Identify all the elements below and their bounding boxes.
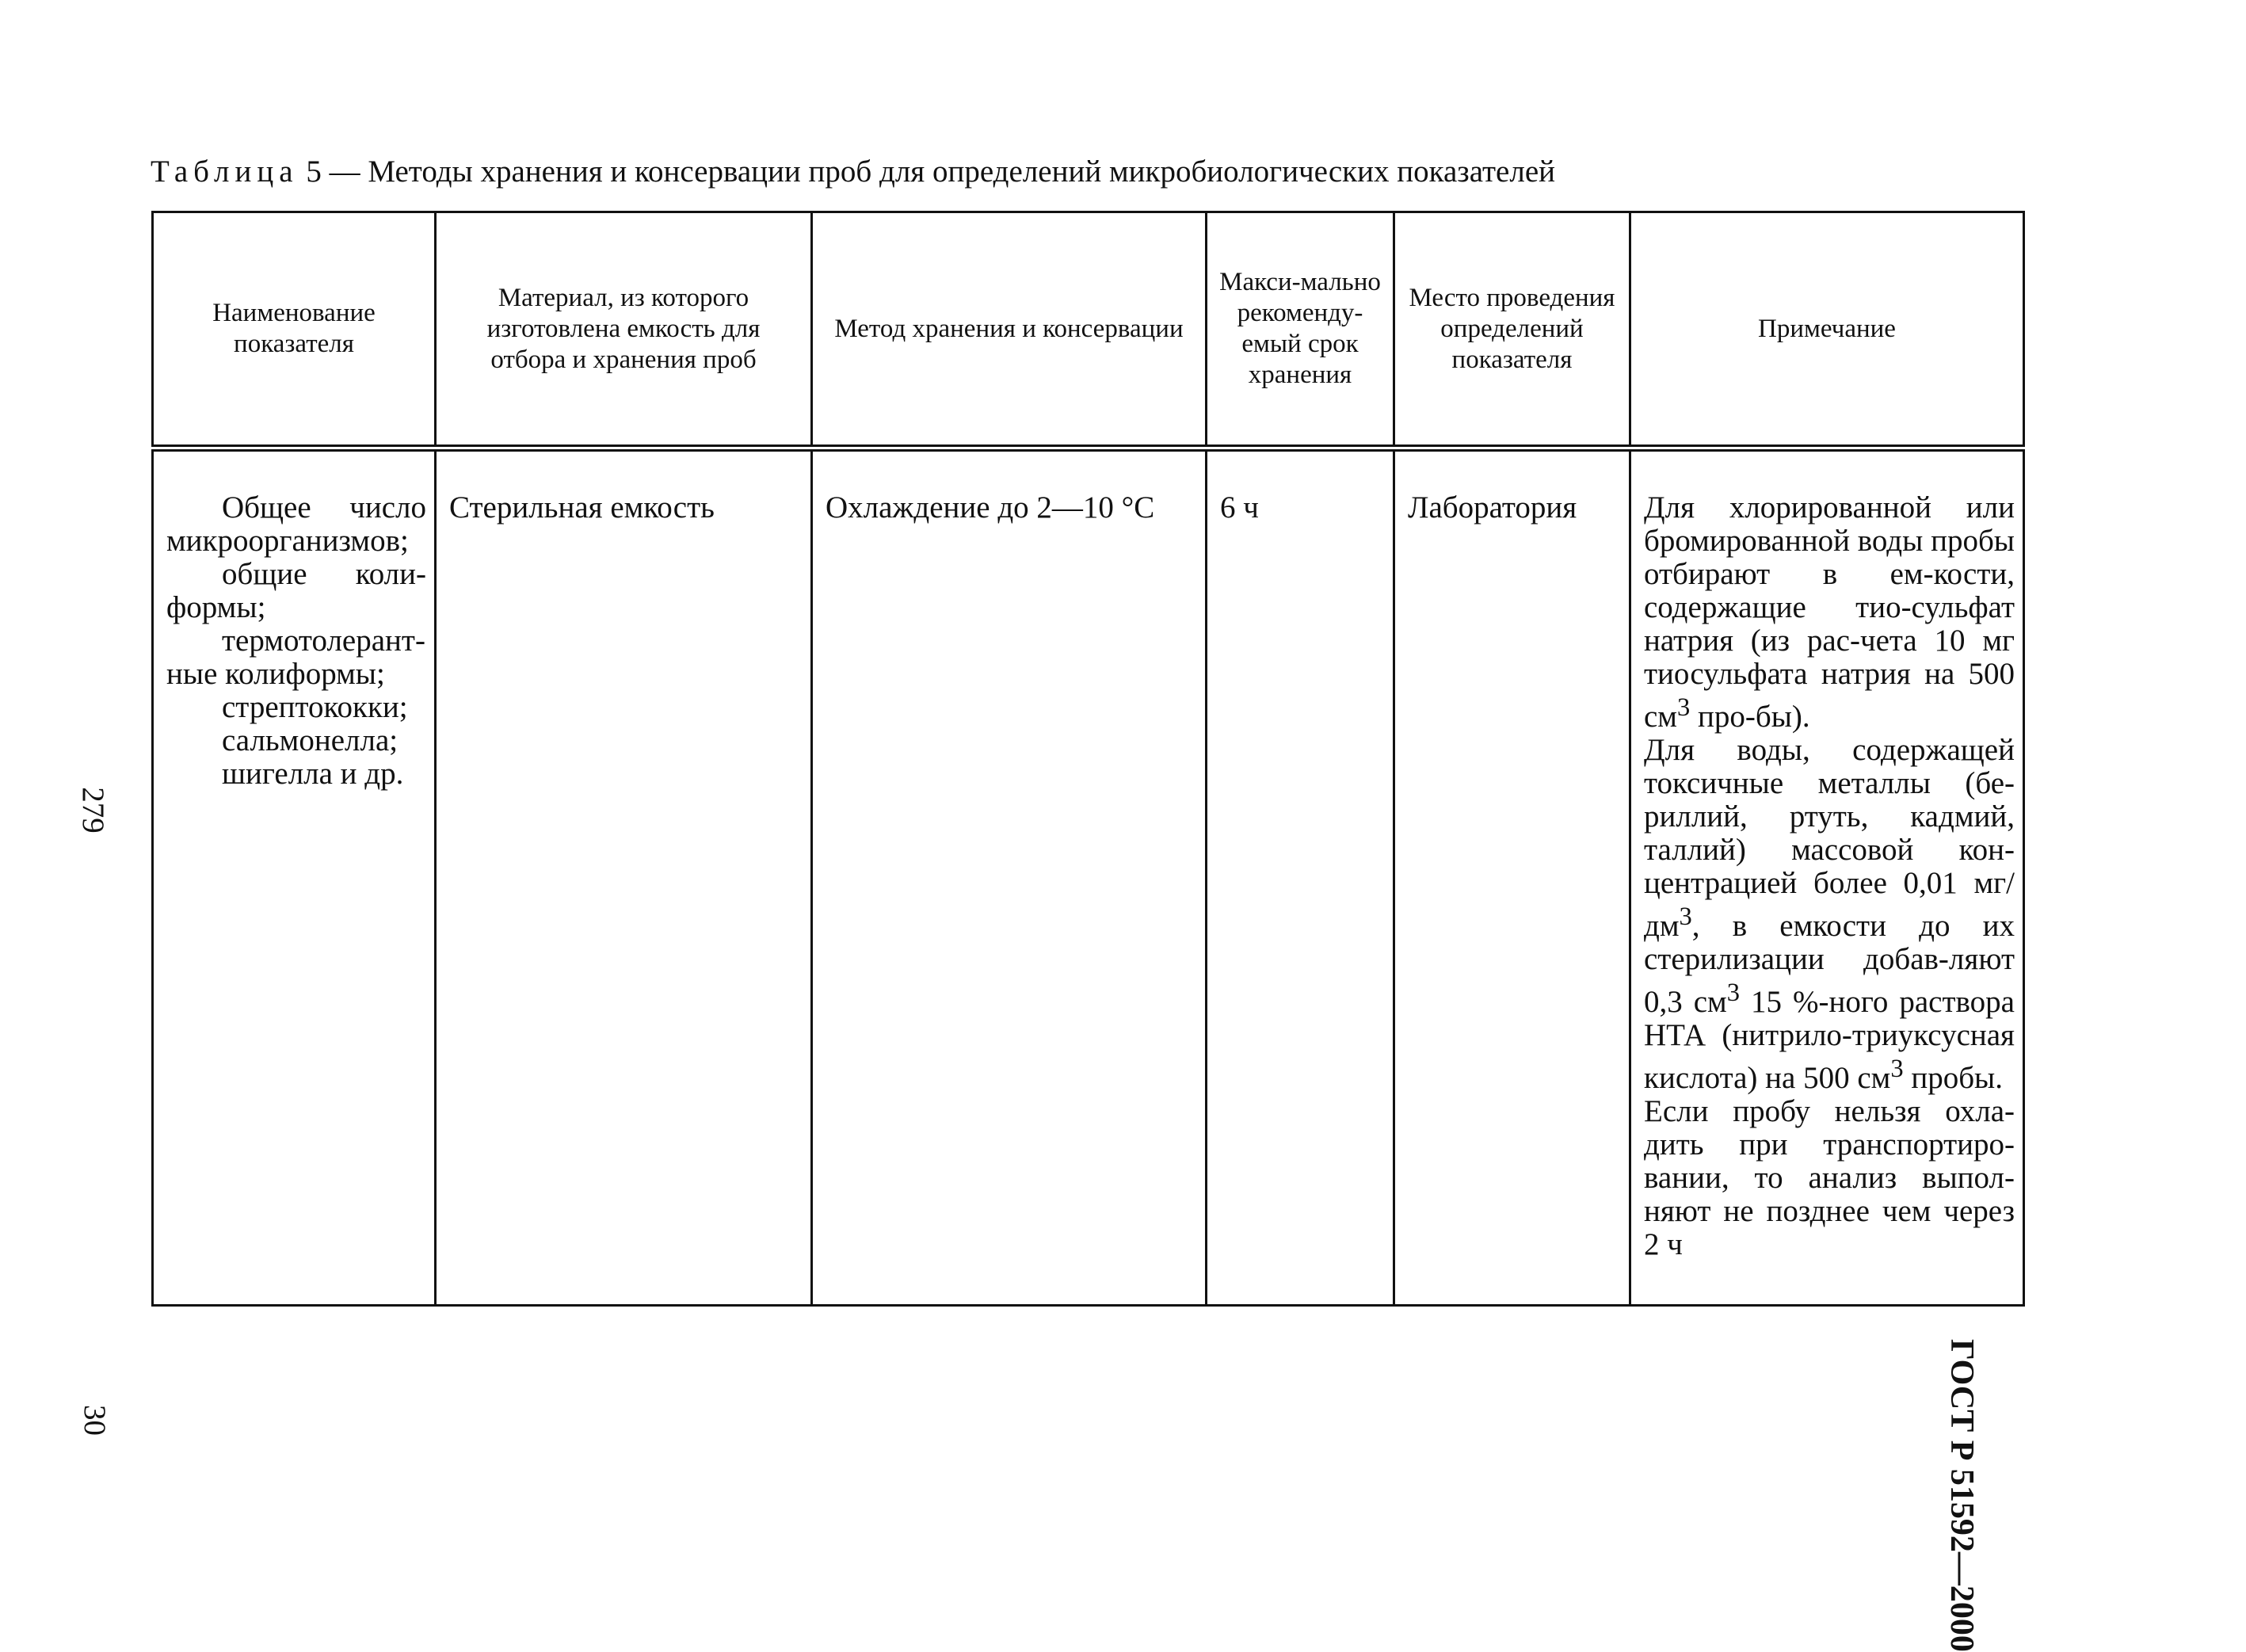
max-storage-text: 6 ч	[1220, 490, 1259, 525]
table-caption-text: 5 — Методы хранения и консервации проб для определений микробиологических показателей	[298, 155, 1555, 189]
cell-location	[1394, 448, 1630, 1306]
cell-note	[1630, 448, 2024, 1306]
note-paragraph-3: Если пробу нельзя охла-дить при транспортиро-вании, то анализ выпол-няют не позднее чем через 2 ч	[1644, 1094, 2015, 1261]
storage-methods-table	[151, 211, 2025, 1307]
header-method: Метод хранения и консервации	[812, 212, 1207, 448]
indicator-item: сальмонелла;	[222, 723, 398, 757]
indicator-item: общие коли-формы;	[166, 557, 426, 624]
material-text: Стерильная емкость	[449, 490, 715, 525]
note-paragraph-2: Для воды, содержащей токсичные металлы (бе-риллий, ртуть, кадмий, таллий) массовой кон-центрацией более 0,01 $мг/дм^3$, в емкости до их стерилизации добав-ляют 0,3 $см^3$ 15 %-ного раствора НТА (нитрило-триуксусная кислота) на 500 $см^3$ пробы.	[1644, 733, 2015, 1095]
superscript: 3	[1726, 979, 1740, 1007]
note-text	[1631, 491, 2023, 1261]
cell-material	[436, 448, 812, 1306]
cell-method	[812, 448, 1207, 1306]
location-text: Лаборатория	[1408, 490, 1577, 525]
cell-max-storage	[1207, 448, 1394, 1306]
page-number-279: 279	[75, 787, 110, 834]
indicator-item: стрептококки;	[222, 690, 408, 724]
page-number-30: 30	[78, 1405, 112, 1436]
indicator-item: Общее число микроорганизмов;	[166, 490, 426, 558]
table-row	[153, 448, 2024, 1306]
table-caption	[151, 152, 1555, 192]
header-indicator: Наименование показателя	[153, 212, 436, 448]
header-location: Место проведения определений показателя	[1394, 212, 1630, 448]
superscript: 3	[1890, 1055, 1904, 1083]
method-text: Охлаждение до 2—10 °С	[826, 490, 1155, 525]
header-max-storage: Макси-мально рекоменду-емый срок хранения	[1207, 212, 1394, 448]
superscript: 3	[1677, 693, 1691, 722]
header-material: Материал, из которого изготовлена емкость для отбора и хранения проб	[436, 212, 812, 448]
cell-indicator	[153, 448, 436, 1306]
indicator-list	[154, 491, 434, 791]
indicator-item: шигелла и др.	[222, 757, 404, 791]
header-note: Примечание	[1630, 212, 2024, 448]
note-paragraph-1: Для хлорированной или бромированной воды пробы отбирают в ем-кости, содержащие тио-сульфат натрия (из рас-чета 10 мг тиосульфата натрия на 500 $см^3$ про-бы).	[1644, 490, 2015, 734]
table-caption-label: Таблица	[151, 155, 299, 189]
indicator-item: термотолерант-ные колиформы;	[166, 624, 425, 691]
standard-designation: ГОСТ Р 51592—2000	[1943, 1339, 1980, 1652]
table-header-row	[153, 212, 2024, 448]
superscript: 3	[1679, 902, 1692, 931]
